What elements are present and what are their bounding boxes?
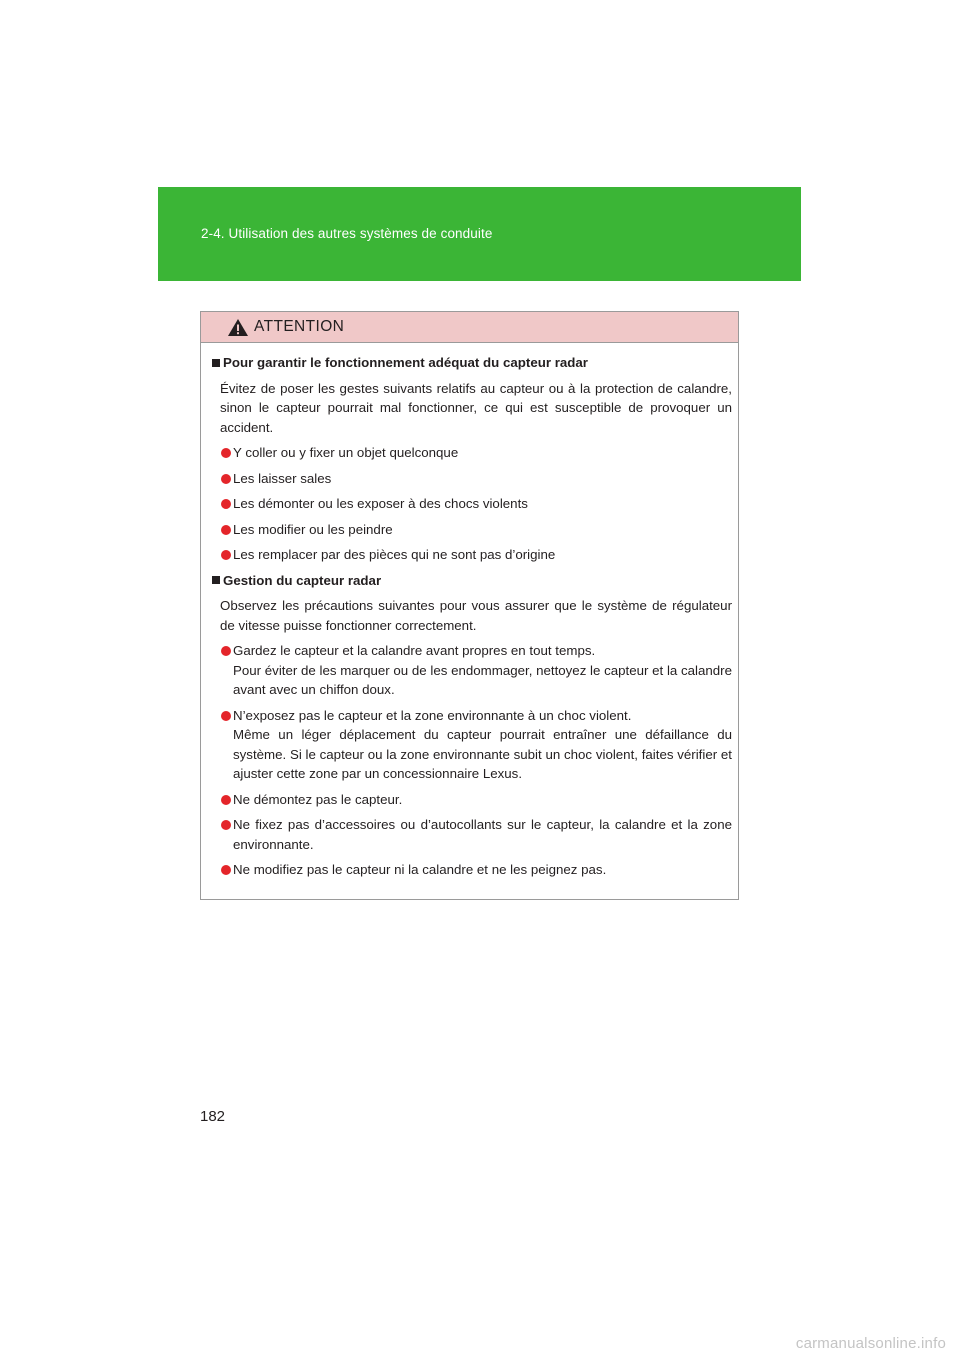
warning-triangle-icon <box>227 318 249 337</box>
list-item-text: Ne démontez pas le capteur. <box>233 791 403 807</box>
list-item <box>212 443 732 463</box>
warning-header <box>201 312 738 343</box>
list-item <box>212 860 732 880</box>
list-item-text: Gardez le capteur et la calandre avant propres en tout temps. <box>233 643 596 658</box>
list-item <box>212 790 732 810</box>
list-item-text: Ne fixez pas d’accessoires ou d’autocollants sur le capteur, la calandre et la zone environnante. <box>233 817 732 852</box>
section-intro: Observez les précautions suivantes pour vous assurer que le système de régulateur de vitesse puisse fonctionner correctement. <box>220 598 732 633</box>
warning-box <box>200 311 739 900</box>
list-item <box>212 545 732 565</box>
list-item <box>212 520 732 540</box>
list-item <box>212 706 732 784</box>
watermark: carmanualsonline.info <box>795 1335 946 1352</box>
red-dot-bullet-icon <box>221 550 231 560</box>
section-title: 2-4. Utilisation des autres systèmes de conduite <box>201 226 493 241</box>
list-item <box>212 494 732 514</box>
list-item-detail: Pour éviter de les marquer ou de les endommager, nettoyez le capteur et la calandre avant avec un chiffon doux. <box>233 662 732 697</box>
section-heading-text: Pour garantir le fonctionnement adéquat du capteur radar <box>223 355 588 370</box>
red-dot-bullet-icon <box>221 448 231 458</box>
red-dot-bullet-icon <box>221 820 231 830</box>
list-item <box>212 469 732 489</box>
list-item <box>212 641 732 700</box>
red-dot-bullet-icon <box>221 795 231 805</box>
red-dot-bullet-icon <box>221 711 231 721</box>
list-item-text: Les remplacer par des pièces qui ne sont pas d’origine <box>233 547 556 562</box>
section-heading <box>212 571 732 591</box>
list-item-text: N’exposez pas le capteur et la zone environnante à un choc violent. <box>233 707 632 723</box>
red-dot-bullet-icon <box>221 646 231 656</box>
section-heading-text: Gestion du capteur radar <box>223 572 382 588</box>
section-heading <box>212 353 732 373</box>
list-item-detail: Même un léger déplacement du capteur pourrait entraîner une défaillance du système. Si le capteur ou la zone environnante subit un choc violent, faites vérifier et ajuster cette zone par un concessionnaire Lexus. <box>233 727 732 781</box>
warning-label: ATTENTION <box>254 318 345 335</box>
list-item-text: Les laisser sales <box>233 470 332 486</box>
red-dot-bullet-icon <box>221 499 231 509</box>
section-intro: Évitez de poser les gestes suivants relatifs au capteur ou à la protection de calandre, sinon le capteur pourrait mal fonctionner, ce qui est susceptible de provoquer un accident. <box>220 380 732 435</box>
red-dot-bullet-icon <box>221 474 231 484</box>
red-dot-bullet-icon <box>221 865 231 875</box>
square-bullet-icon <box>212 576 220 584</box>
page-number: 182 <box>200 1108 226 1125</box>
warning-content <box>212 353 732 886</box>
section-header-band <box>158 187 801 281</box>
list-item-text: Les démonter ou les exposer à des chocs violents <box>233 496 528 511</box>
list-item-text: Les modifier ou les peindre <box>233 521 393 537</box>
list-item <box>212 815 732 854</box>
square-bullet-icon <box>212 359 220 367</box>
red-dot-bullet-icon <box>221 525 231 535</box>
list-item-text: Ne modifiez pas le capteur ni la calandre et ne les peignez pas. <box>233 862 607 877</box>
list-item-text: Y coller ou y fixer un objet quelconque <box>233 445 459 460</box>
